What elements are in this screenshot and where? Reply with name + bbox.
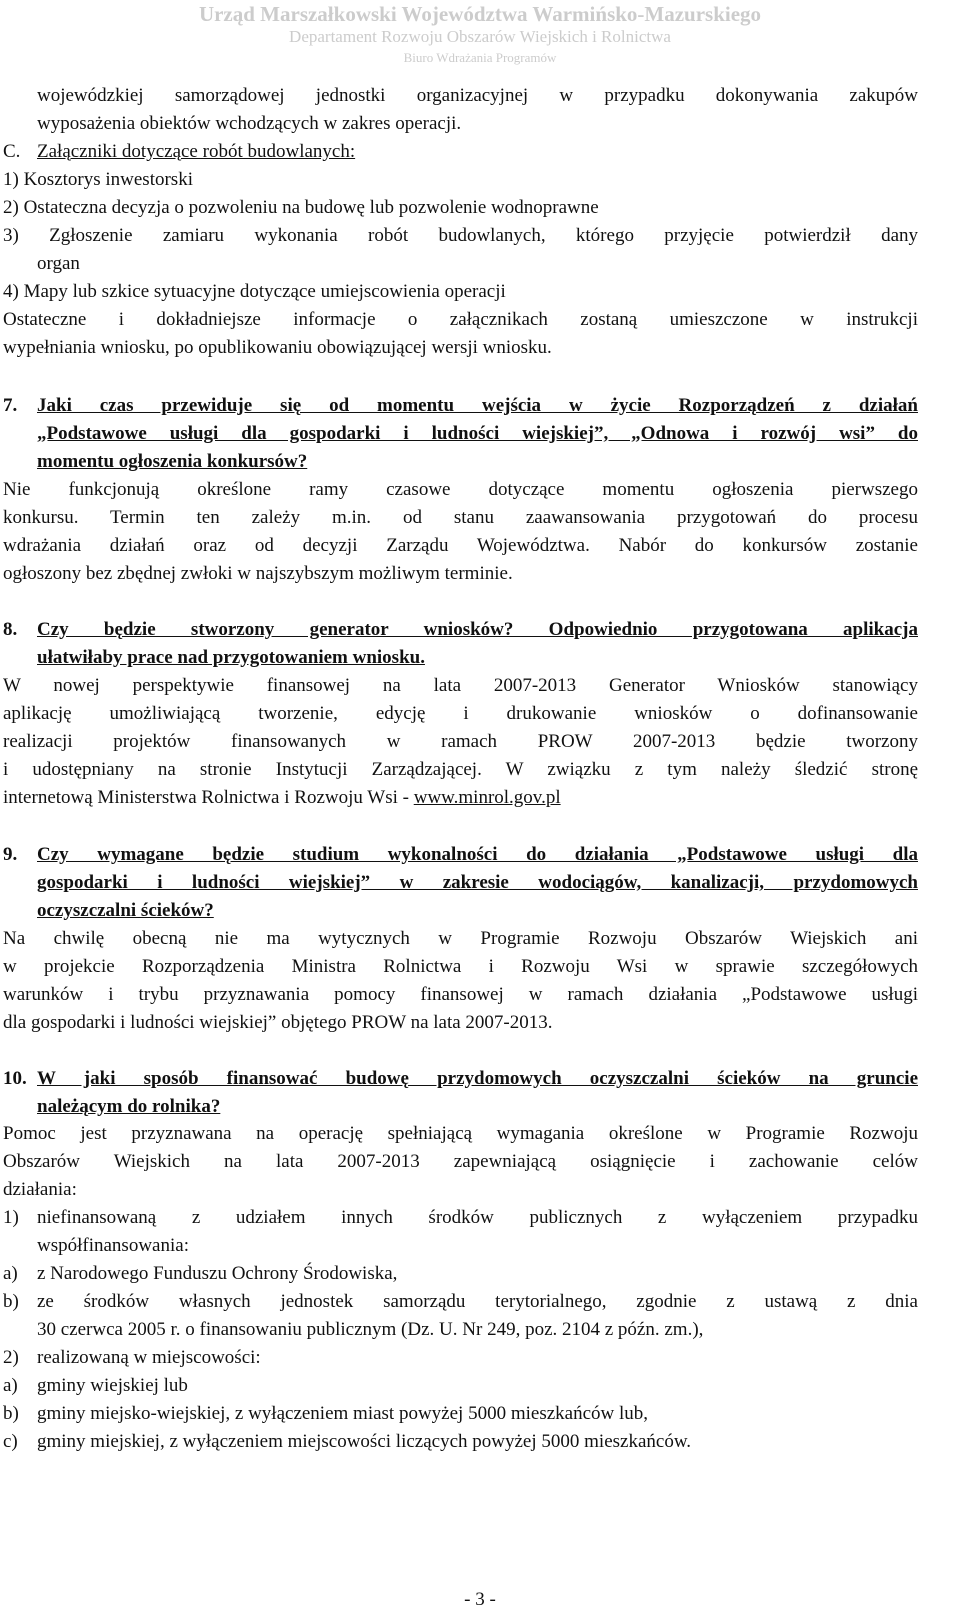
question-9-text: oczyszczalni ścieków?: [37, 900, 214, 921]
question-9-text: Czy wymagane będzie studium wykonalności do działania „Podstawowe usługi dla: [37, 844, 918, 865]
answer-7-text: ogłoszony bez zbędnej zwłoki w najszybszym możliwym terminie.: [3, 563, 513, 584]
list-item: niefinansowaną z udziałem innych środków publicznych z wyłączeniem przypadku: [37, 1207, 918, 1228]
list-item: z Narodowego Funduszu Ochrony Środowiska,: [37, 1263, 398, 1284]
answer-8-text: realizacji projektów finansowanych w ramach PROW 2007-2013 będzie tworzony: [3, 731, 918, 752]
list-marker: 2): [3, 1347, 19, 1368]
list-item: ze środków własnych jednostek samorządu terytorialnego, zgodnie z ustawą z dnia: [37, 1291, 918, 1312]
question-7-text: momentu ogłoszenia konkursów?: [37, 451, 308, 472]
answer-9-text: w projekcie Rozporządzenia Ministra Rolnictwa i Rozwoju Wsi w sprawie szczegółowych: [3, 956, 918, 977]
list-item: gminy miejsko-wiejskiej, z wyłączeniem miast powyżej 5000 mieszkańców lub,: [37, 1403, 649, 1424]
section-c-title: Załączniki dotyczące robót budowlanych:: [37, 141, 356, 162]
answer-7-text: konkursu. Termin ten zależy m.in. od stanu zaawansowania przygotowań do procesu: [3, 507, 918, 528]
intro-line: wojewódzkiej samorządowej jednostki organizacyjnej w przypadku dokonywania zakupów: [37, 85, 918, 106]
answer-8-text: aplikację umożliwiającą tworzenie, edycję i drukowanie wniosków o dofinansowanie: [3, 703, 918, 724]
page-header: [0, 0, 960, 70]
list-item: realizowaną w miejscowości:: [37, 1347, 261, 1368]
minrol-link[interactable]: www.minrol.gov.pl: [413, 787, 561, 808]
list-marker: c): [3, 1431, 18, 1452]
answer-8-text: [3, 784, 561, 812]
question-9-number: 9.: [3, 844, 18, 865]
list-item-cont: współfinansowania:: [37, 1235, 189, 1256]
answer-8-text: i udostępniany na stronie Instytucji Zarządzającej. W związku z tym należy śledzić stronę: [3, 759, 918, 780]
attachment-item-cont: organ: [37, 253, 80, 274]
question-8-text: ułatwiłaby prace nad przygotowaniem wniosku.: [37, 647, 425, 668]
answer-10-text: Pomoc jest przyznawana na operację spełniającą wymagania określone w Programie Rozwoju: [3, 1123, 918, 1144]
question-10-number: 10.: [3, 1068, 27, 1089]
question-7-number: 7.: [3, 395, 18, 416]
header-department: Departament Rozwoju Obszarów Wiejskich i Rolnictwa: [289, 27, 671, 46]
list-marker: b): [3, 1403, 19, 1424]
list-item: gminy miejskiej, z wyłączeniem miejscowości liczących powyżej 5000 mieszkańców.: [37, 1431, 692, 1452]
answer-9-text: Na chwilę obecną nie ma wytycznych w Programie Rozwoju Obszarów Wiejskich ani: [3, 928, 918, 949]
answer-7-text: Nie funkcjonują określone ramy czasowe dotyczące momentu ogłoszenia pierwszego: [3, 479, 918, 500]
answer-10-text: Obszarów Wiejskich na lata 2007-2013 zapewniającą osiągnięcie i zachowanie celów: [3, 1151, 918, 1172]
answer-8-prefix: internetową Ministerstwa Rolnictwa i Rozwoju Wsi -: [3, 787, 414, 808]
header-bureau: Biuro Wdrażania Programów: [403, 50, 557, 65]
list-marker: a): [3, 1375, 18, 1396]
question-7-text: Jaki czas przewiduje się od momentu wejścia w życie Rozporządzeń z działań: [37, 395, 918, 416]
list-item-cont: 30 czerwca 2005 r. o finansowaniu publicznym (Dz. U. Nr 249, poz. 2104 z późn. zm.),: [37, 1319, 704, 1340]
attachment-note: Ostateczne i dokładniejsze informacje o załącznikach zostaną umieszczone w instrukcji: [3, 309, 918, 330]
answer-9-text: dla gospodarki i ludności wiejskiej” objętego PROW na lata 2007-2013.: [3, 1012, 553, 1033]
list-marker: 1): [3, 1207, 19, 1228]
attachment-item: 3) Zgłoszenie zamiaru wykonania robót budowlanych, którego przyjęcie potwierdził dany: [3, 225, 918, 246]
answer-9-text: warunków i trybu przyznawania pomocy finansowej w ramach działania „Podstawowe usługi: [3, 984, 918, 1005]
list-item: gminy wiejskiej lub: [37, 1375, 188, 1396]
attachment-item: 1) Kosztorys inwestorski: [3, 169, 193, 190]
answer-7-text: wdrażania działań oraz od decyzji Zarządu Województwa. Nabór do konkursów zostanie: [3, 535, 918, 556]
attachment-item: 2) Ostateczna decyzja o pozwoleniu na budowę lub pozwolenie wodnoprawne: [3, 197, 599, 218]
question-9-text: gospodarki i ludności wiejskiej” w zakresie wodociągów, kanalizacji, przydomowych: [37, 872, 918, 893]
question-8-text: Czy będzie stworzony generator wniosków? Odpowiednio przygotowana aplikacja: [37, 619, 918, 640]
intro-line: wyposażenia obiektów wchodzących w zakres operacji.: [37, 113, 462, 134]
answer-8-text: W nowej perspektywie finansowej na lata 2007-2013 Generator Wniosków stanowiący: [3, 675, 918, 696]
attachment-note: wypełniania wniosku, po opublikowaniu obowiązującej wersji wniosku.: [3, 337, 552, 358]
header-office-name: Urząd Marszałkowski Województwa Warmińsko-Mazurskiego: [198, 2, 762, 26]
list-marker: b): [3, 1291, 19, 1312]
question-8-number: 8.: [3, 619, 18, 640]
attachment-item: 4) Mapy lub szkice sytuacyjne dotyczące umiejscowienia operacji: [3, 281, 506, 302]
question-10-text: W jaki sposób finansować budowę przydomowych oczyszczalni ścieków na gruncie: [37, 1068, 918, 1089]
list-marker: a): [3, 1263, 18, 1284]
page-number: - 3 -: [464, 1589, 496, 1610]
question-7-text: „Podstawowe usługi dla gospodarki i ludności wiejskiej”, „Odnowa i rozwój wsi” do: [37, 423, 918, 444]
answer-10-text: działania:: [3, 1179, 77, 1200]
question-10-text: należącym do rolnika?: [37, 1096, 221, 1117]
section-c-letter: C.: [3, 141, 21, 162]
